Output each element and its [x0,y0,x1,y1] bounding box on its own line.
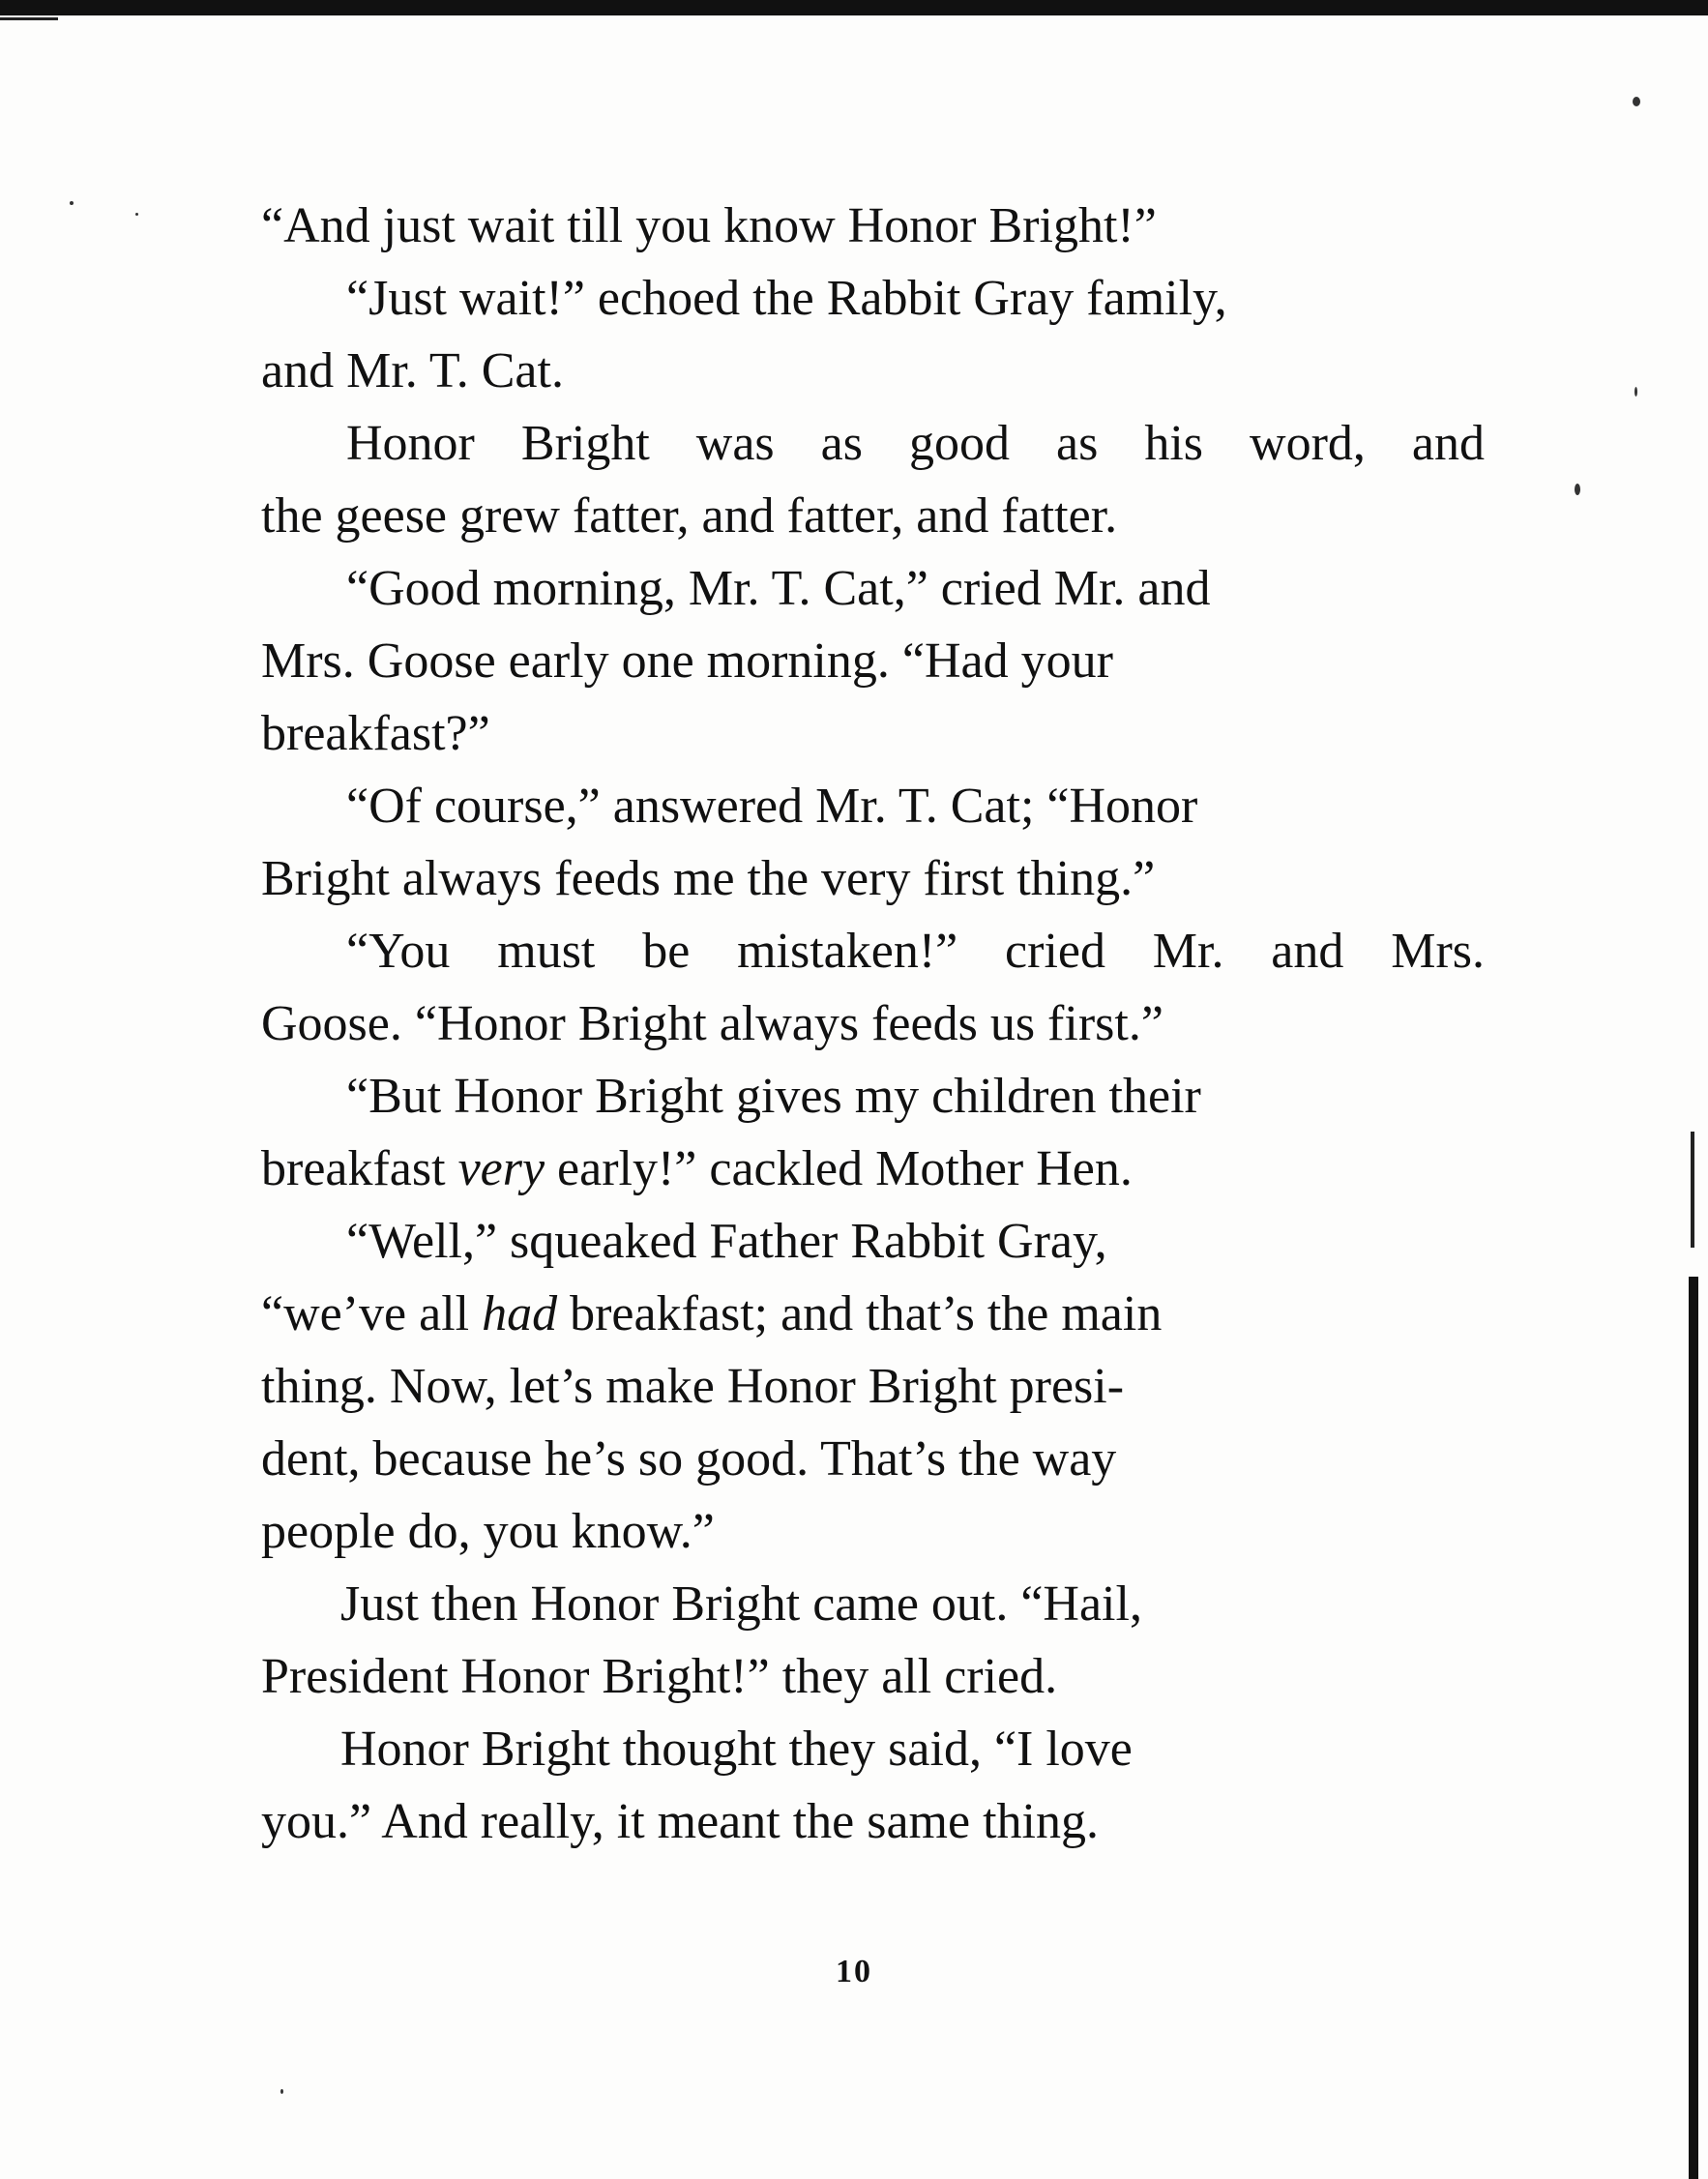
line-text: Goose. “Honor Bright always feeds us first.” [261,996,1163,1051]
dust-speck [70,201,74,205]
text-line [261,190,1485,262]
text-line [261,1785,1485,1858]
line-text: Just then Honor Bright came out. “Hail, [340,1576,1142,1632]
line-text: “You must be mistaken!” cried Mr. and Mrs. [346,924,1485,979]
dust-speck [1575,484,1580,495]
text-line [261,480,1485,552]
line-text: people do, you know.” [261,1504,715,1559]
right-edge-shadow [1689,1277,1698,2179]
text-line [261,407,1485,480]
dust-speck [1634,387,1637,397]
italic-emphasis: very [457,1141,545,1196]
line-text: the geese grew fatter, and fatter, and fatter. [261,488,1118,544]
line-text: Bright always feeds me the very first thing.” [261,851,1156,906]
line-text: “Just wait!” echoed the Rabbit Gray family, [346,271,1227,326]
dust-speck [280,2089,283,2094]
text-line [261,987,1485,1060]
text-line [261,1495,1485,1568]
line-text [261,1133,1133,1205]
line-segment: breakfast [261,1141,458,1196]
text-line [261,1640,1485,1713]
line-text: and Mr. T. Cat. [261,343,564,398]
page-number: 10 [836,1954,872,1989]
top-border-mark [0,17,58,20]
text-line [261,1350,1485,1423]
line-text: “But Honor Bright gives my children their [346,1069,1201,1124]
text-line [261,1423,1485,1495]
line-segment: “we’ve all [261,1286,483,1341]
line-segment: early!” cackled Mother Hen. [545,1141,1133,1196]
line-text: Honor Bright was as good as his word, and [346,416,1485,471]
text-line [261,552,1485,625]
text-line [261,1133,1485,1205]
text-line [261,262,1485,335]
text-line [261,1278,1485,1350]
line-text: President Honor Bright!” they all cried. [261,1649,1058,1704]
line-segment: breakfast; and that’s the main [557,1286,1163,1341]
text-line [261,770,1485,842]
top-border-rule [0,0,1708,15]
line-text: thing. Now, let’s make Honor Bright presi- [261,1359,1125,1414]
right-edge-shadow-upper [1691,1132,1694,1248]
text-line [261,1713,1485,1785]
line-text: you.” And really, it meant the same thing. [261,1794,1099,1849]
dust-speck [135,213,138,216]
text-line [261,842,1485,915]
text-line [261,625,1485,697]
line-text: “Good morning, Mr. T. Cat,” cried Mr. and [346,561,1211,616]
text-line [261,1568,1485,1640]
line-text: Honor Bright thought they said, “I love [340,1722,1133,1777]
line-text: “Of course,” answered Mr. T. Cat; “Honor [346,779,1198,834]
line-text: dent, because he’s so good. That’s the way [261,1431,1117,1487]
line-text [261,1278,1162,1350]
text-line [261,1205,1485,1278]
italic-emphasis: had [482,1286,558,1341]
story-text [261,190,1485,1858]
dust-speck [1633,97,1640,106]
text-line [261,915,1485,987]
line-text: breakfast?” [261,706,490,761]
text-line [261,1060,1485,1133]
line-text: “Well,” squeaked Father Rabbit Gray, [346,1214,1107,1269]
line-text: Mrs. Goose early one morning. “Had your [261,633,1113,689]
text-line [261,335,1485,407]
line-text: “And just wait till you know Honor Bright!” [261,198,1157,253]
text-line [261,697,1485,770]
